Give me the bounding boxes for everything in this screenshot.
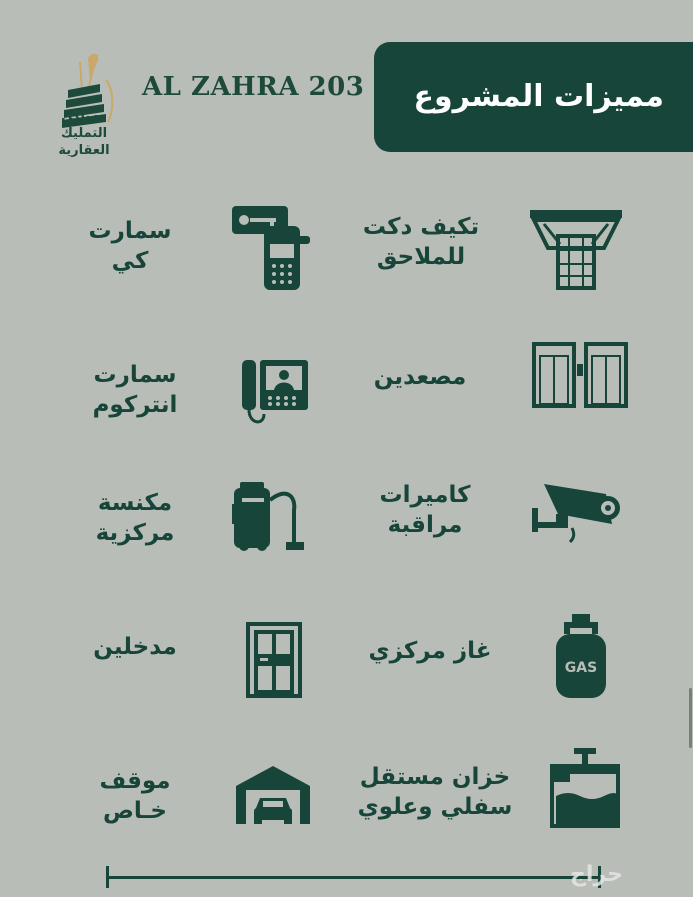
ducted-ac-icon (528, 208, 624, 290)
elevator-icon (532, 342, 628, 408)
feature-ducted-ac (336, 212, 506, 272)
watermark: حراج (570, 862, 623, 887)
page-edge (693, 0, 700, 897)
feature-central-vacuum (70, 488, 200, 548)
feature-cameras-line1: كاميرات (379, 482, 471, 508)
feature-cameras-line2: مراقبة (387, 512, 463, 538)
feature-cameras (360, 480, 490, 540)
feature-private-parking-line2: خـاص (102, 798, 167, 824)
feature-smart-intercom-line2: انتركوم (92, 392, 178, 418)
feature-central-vacuum-line1: مكنسة (97, 490, 173, 516)
garage-icon (234, 764, 312, 826)
feature-central-gas (360, 636, 500, 666)
feature-smart-intercom-line1: سمارت (93, 362, 177, 388)
logo-text-line1: مساكن التمليك (60, 109, 108, 141)
water-tank-icon (548, 746, 622, 828)
feature-water-tank-line1: خزان مستقل (359, 764, 511, 790)
feature-elevators-line1: مصعدين (373, 364, 467, 390)
banner-title: مميزات المشروع (413, 79, 664, 114)
door-icon (246, 622, 302, 698)
intercom-icon (240, 356, 310, 428)
feature-ducted-ac-line1: تكيف دكت (362, 214, 480, 240)
feature-ducted-ac-line2: للملاحق (376, 244, 466, 270)
feature-water-tank (350, 762, 520, 822)
feature-elevators (350, 362, 490, 392)
feature-private-parking-line1: موقف (99, 768, 171, 794)
central-vacuum-icon (228, 480, 308, 552)
gas-label: GAS (564, 660, 598, 676)
feature-smart-key-line1: سمارت (88, 218, 172, 244)
logo-text (36, 108, 132, 159)
feature-smart-key-line2: كي (111, 248, 149, 274)
feature-two-entrances-line1: مدخلين (93, 634, 177, 660)
security-camera-icon (528, 474, 624, 544)
bottom-divider-left-tick (106, 866, 109, 888)
scrollbar-thumb[interactable] (689, 688, 692, 748)
feature-central-gas-line1: غاز مركزي (368, 638, 492, 664)
feature-central-vacuum-line2: مركزية (95, 520, 175, 546)
smart-key-icon (230, 204, 312, 292)
gas-cylinder-icon (554, 612, 608, 700)
feature-two-entrances (70, 632, 200, 662)
feature-smart-intercom (70, 360, 200, 420)
logo-text-line2: العقارية (58, 143, 110, 158)
bottom-divider (108, 876, 600, 879)
feature-water-tank-line2: سفلي وعلوي (357, 794, 513, 820)
feature-private-parking (70, 766, 200, 826)
project-name: AL ZAHRA 203 (142, 72, 365, 102)
feature-smart-key (70, 216, 190, 276)
